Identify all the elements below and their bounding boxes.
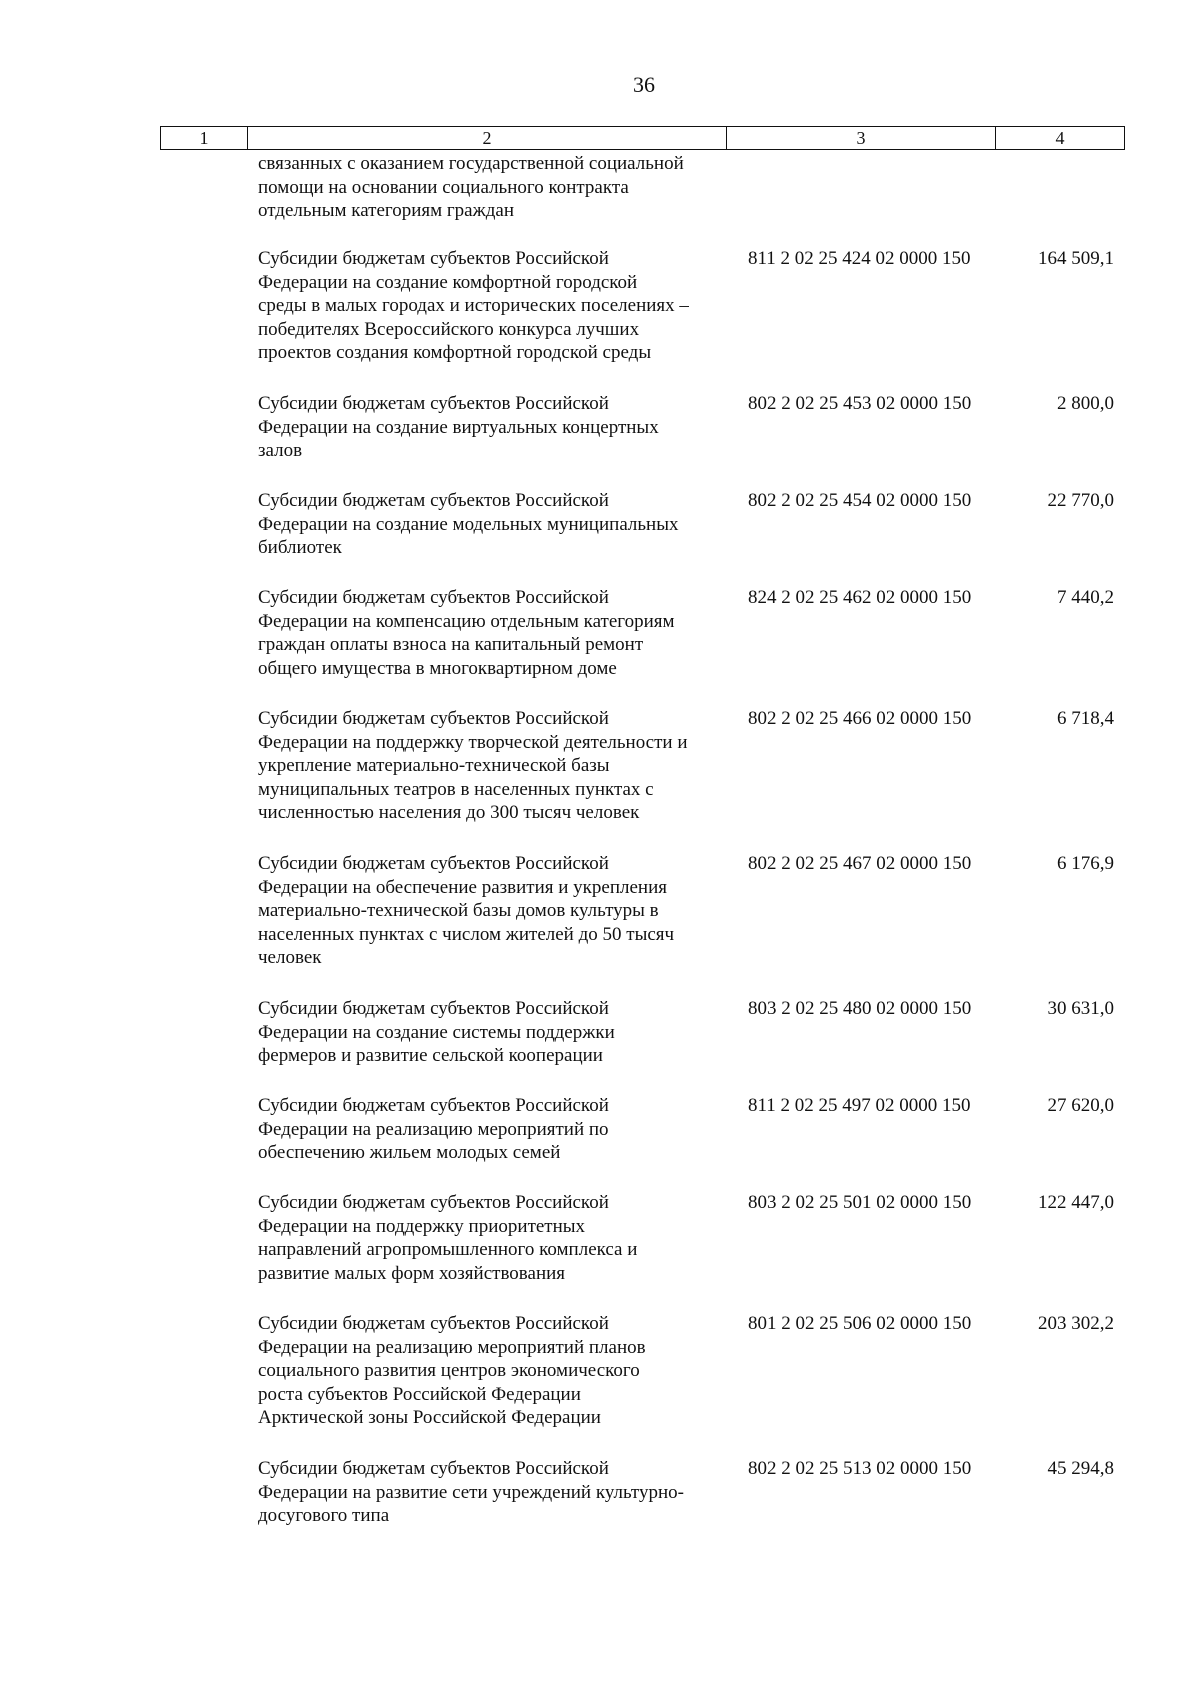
- row-amount: 6 718,4: [1057, 708, 1114, 729]
- row-amount: 7 440,2: [1057, 587, 1114, 608]
- description-line: Субсидии бюджетам субъектов Российской: [258, 393, 609, 414]
- column-header-3: 3: [727, 127, 996, 150]
- row-budget-code: 802 2 02 25 513 02 0000 150: [748, 1458, 972, 1479]
- description-line: численностью населения до 300 тысяч человек: [258, 802, 640, 823]
- row-description: [258, 707, 728, 825]
- description-line: Федерации на поддержку приоритетных: [258, 1215, 586, 1237]
- column-header-table: [160, 126, 1125, 150]
- description-line: граждан оплаты взноса на капитальный ремонт: [258, 634, 644, 655]
- description-line: Субсидии бюджетам субъектов Российской: [258, 853, 609, 874]
- row-amount: 45 294,8: [1047, 1458, 1114, 1479]
- row-description: [258, 1094, 728, 1165]
- column-header-2: 2: [248, 127, 727, 150]
- description-line: Федерации на создание виртуальных концертных: [258, 416, 659, 438]
- continuation-text: [258, 152, 728, 223]
- row-budget-code: 801 2 02 25 506 02 0000 150: [748, 1313, 972, 1334]
- description-line: Субсидии бюджетам субъектов Российской: [258, 587, 609, 608]
- column-header-4: 4: [996, 127, 1125, 150]
- row-description: [258, 1191, 728, 1285]
- column-header-1: 1: [161, 127, 248, 150]
- description-line: отдельным категориям граждан: [258, 200, 514, 221]
- description-line: победителях Всероссийского конкурса лучших: [258, 318, 640, 340]
- description-line: Субсидии бюджетам субъектов Российской: [258, 1192, 609, 1213]
- description-line: роста субъектов Российской Федерации: [258, 1383, 581, 1405]
- row-budget-code: 824 2 02 25 462 02 0000 150: [748, 587, 972, 608]
- description-line: Федерации на реализацию мероприятий планов: [258, 1336, 646, 1358]
- table-row: [0, 1457, 1200, 1557]
- row-amount: 2 800,0: [1057, 393, 1114, 414]
- description-line: Субсидии бюджетам субъектов Российской: [258, 248, 609, 269]
- description-line: обеспечению жильем молодых семей: [258, 1142, 561, 1163]
- row-description: [258, 997, 728, 1068]
- description-line: Федерации на поддержку творческой деятельности и: [258, 731, 688, 753]
- row-budget-code: 811 2 02 25 424 02 0000 150: [748, 248, 971, 269]
- description-line: Субсидии бюджетам субъектов Российской: [258, 1095, 609, 1116]
- description-line: Федерации на компенсацию отдельным категориям: [258, 610, 675, 632]
- description-line: общего имущества в многоквартирном доме: [258, 657, 617, 679]
- continuation-row: [0, 152, 1200, 247]
- row-budget-code: 803 2 02 25 501 02 0000 150: [748, 1192, 972, 1213]
- table-rows: [0, 247, 1200, 1557]
- budget-rows: [0, 152, 1200, 1557]
- description-line: среды в малых городах и исторических поселениях –: [258, 295, 689, 316]
- row-description: [258, 1457, 728, 1528]
- description-line: Субсидии бюджетам субъектов Российской: [258, 1313, 609, 1334]
- row-amount: 203 302,2: [1038, 1313, 1114, 1334]
- description-line: социального развития центров экономического: [258, 1360, 640, 1381]
- table-row: [0, 489, 1200, 586]
- row-budget-code: 803 2 02 25 480 02 0000 150: [748, 998, 972, 1019]
- table-row: [0, 1312, 1200, 1457]
- description-line: Арктической зоны Российской Федерации: [258, 1407, 601, 1428]
- description-line: укрепление материально-технической базы: [258, 755, 610, 776]
- description-line: Субсидии бюджетам субъектов Российской: [258, 1458, 609, 1479]
- table-row: [0, 392, 1200, 489]
- table-row: [0, 1094, 1200, 1191]
- description-line: развитие малых форм хозяйствования: [258, 1262, 566, 1284]
- row-amount: 22 770,0: [1047, 490, 1114, 511]
- description-line: библиотек: [258, 537, 342, 558]
- description-line: населенных пунктах с числом жителей до 50 тысяч: [258, 923, 675, 945]
- row-amount: 164 509,1: [1038, 248, 1114, 269]
- row-budget-code: 802 2 02 25 466 02 0000 150: [748, 708, 972, 729]
- description-line: фермеров и развитие сельской кооперации: [258, 1045, 603, 1066]
- row-amount: 122 447,0: [1038, 1192, 1114, 1213]
- description-line: Федерации на развитие сети учреждений культурно-: [258, 1481, 684, 1503]
- description-line: связанных с оказанием государственной социальной: [258, 153, 684, 174]
- row-description: [258, 852, 728, 970]
- table-row: [0, 707, 1200, 852]
- column-header-row: [161, 127, 1125, 150]
- description-line: Субсидии бюджетам субъектов Российской: [258, 708, 609, 729]
- row-budget-code: 802 2 02 25 453 02 0000 150: [748, 393, 972, 414]
- row-description: [258, 247, 728, 365]
- description-line: человек: [258, 947, 322, 968]
- table-row: [0, 997, 1200, 1094]
- row-amount: 27 620,0: [1047, 1095, 1114, 1116]
- row-amount: 30 631,0: [1047, 998, 1114, 1019]
- description-line: Федерации на обеспечение развития и укрепления: [258, 876, 668, 898]
- description-line: материально-технической базы домов культуры в: [258, 900, 659, 921]
- row-description: [258, 489, 728, 560]
- row-budget-code: 802 2 02 25 454 02 0000 150: [748, 490, 972, 511]
- table-row: [0, 247, 1200, 392]
- row-description: [258, 586, 728, 680]
- description-line: Субсидии бюджетам субъектов Российской: [258, 490, 609, 511]
- table-row: [0, 1191, 1200, 1312]
- description-line: Субсидии бюджетам субъектов Российской: [258, 998, 609, 1019]
- table-row: [0, 586, 1200, 707]
- row-description: [258, 392, 728, 463]
- row-amount: 6 176,9: [1057, 853, 1114, 874]
- row-budget-code: 811 2 02 25 497 02 0000 150: [748, 1095, 971, 1116]
- description-line: залов: [258, 440, 303, 461]
- table-row: [0, 852, 1200, 997]
- description-line: помощи на основании социального контракта: [258, 176, 629, 198]
- row-description: [258, 1312, 728, 1430]
- description-line: Федерации на реализацию мероприятий по: [258, 1118, 609, 1140]
- description-line: направлений агропромышленного комплекса и: [258, 1239, 638, 1260]
- description-line: Федерации на создание комфортной городской: [258, 271, 638, 293]
- description-line: досугового типа: [258, 1505, 390, 1526]
- description-line: Федерации на создание модельных муниципальных: [258, 513, 679, 535]
- page-number: 36: [633, 72, 655, 97]
- description-line: муниципальных театров в населенных пунктах с: [258, 778, 654, 800]
- description-line: Федерации на создание системы поддержки: [258, 1021, 615, 1043]
- description-line: проектов создания комфортной городской среды: [258, 342, 652, 363]
- row-budget-code: 802 2 02 25 467 02 0000 150: [748, 853, 972, 874]
